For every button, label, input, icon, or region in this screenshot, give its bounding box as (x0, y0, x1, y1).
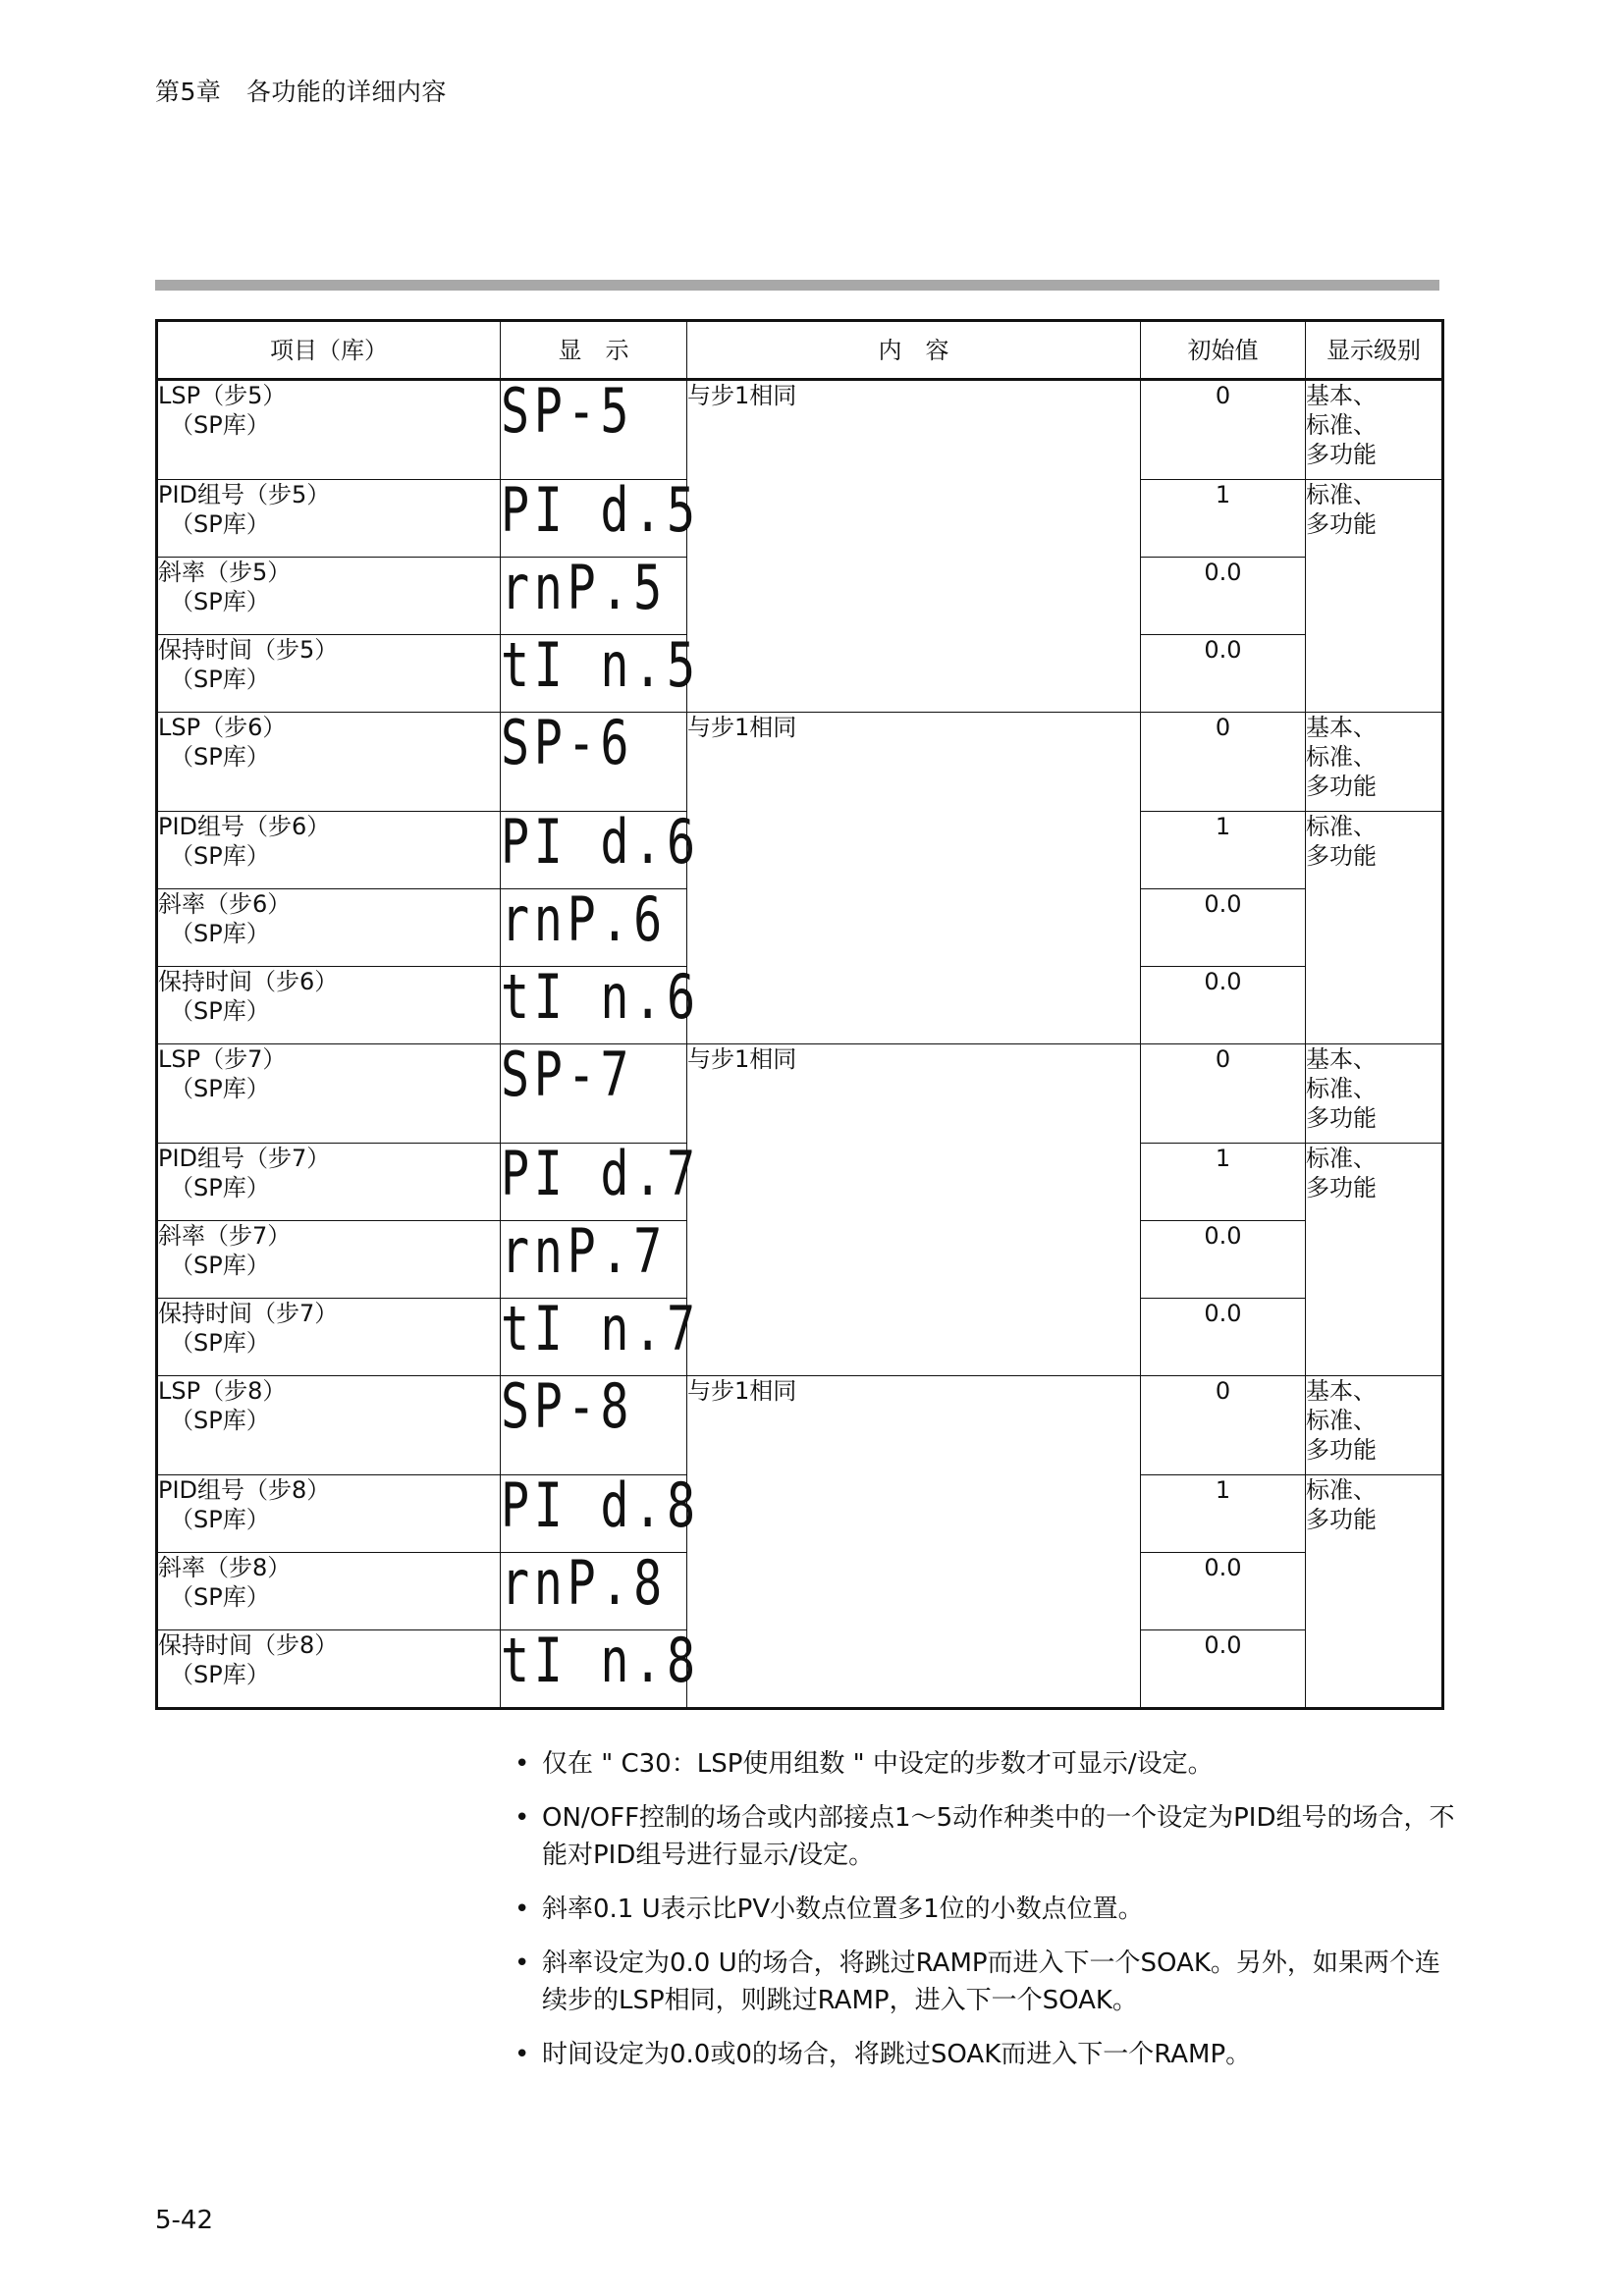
item-bank: （SP库） (170, 1661, 270, 1688)
item-bank: （SP库） (170, 411, 270, 439)
display-level-label: 标准、 (1306, 813, 1377, 840)
initial-value: 0.0 (1141, 1630, 1306, 1709)
item-bank: （SP库） (170, 1174, 270, 1201)
table-row (157, 1044, 1443, 1144)
display-level-cell (1306, 713, 1443, 812)
display-cell (501, 375, 687, 480)
display-cell (501, 961, 700, 1044)
display-level-cell (1306, 1144, 1443, 1376)
display-cell (501, 883, 687, 967)
table-row (157, 380, 1443, 480)
display-cell (501, 474, 700, 558)
item-name: 斜率（步6） (158, 890, 292, 918)
segment-display-code: tI n.8 (501, 1625, 700, 1696)
item-cell (157, 1376, 501, 1475)
initial-value: 0.0 (1141, 1299, 1306, 1376)
item-bank: （SP库） (170, 666, 270, 693)
initial-value: 1 (1141, 1144, 1306, 1221)
initial-value: 1 (1141, 1475, 1306, 1553)
segment-display-code: SP-8 (501, 1370, 634, 1442)
display-level-cell (1306, 380, 1443, 480)
display-cell (501, 1293, 700, 1376)
display-cell (501, 806, 700, 889)
segment-display-code: tI n.7 (501, 1293, 700, 1364)
note-item: • 仅在 " C30：LSP使用组数 " 中设定的步数才可显示/设定。 (514, 1745, 1457, 1783)
display-level-label: 标准、 (1306, 481, 1377, 508)
item-name: LSP（步8） (158, 1377, 287, 1405)
segment-display-code: tI n.6 (501, 961, 700, 1033)
item-cell (157, 1553, 501, 1630)
section-divider (155, 280, 1439, 291)
segment-display-code: SP-6 (501, 707, 634, 778)
item-name: 斜率（步7） (158, 1222, 292, 1250)
table-body (157, 375, 1443, 1709)
item-bank: （SP库） (170, 842, 270, 870)
initial-value: 0.0 (1141, 967, 1306, 1044)
initial-value: 1 (1141, 480, 1306, 558)
initial-value: 0 (1141, 1044, 1306, 1144)
segment-display-code: tI n.5 (501, 629, 700, 701)
header-initial: 初始值 (1141, 321, 1306, 380)
display-level-label: 多功能 (1306, 1174, 1377, 1201)
item-cell (157, 967, 501, 1044)
content-cell: 与步1相同 (687, 713, 1141, 1044)
segment-display-code: SP-5 (501, 375, 634, 447)
item-bank: （SP库） (170, 997, 270, 1025)
item-cell (157, 1475, 501, 1553)
display-level-label: 基本、 (1306, 1377, 1377, 1405)
display-cell (501, 1215, 687, 1299)
segment-display-code: rnP.8 (501, 1547, 667, 1619)
item-cell (157, 1299, 501, 1376)
table-row (157, 713, 1443, 812)
item-name: LSP（步6） (158, 714, 287, 741)
item-bank: （SP库） (170, 510, 270, 538)
item-cell (157, 1144, 501, 1221)
display-level-label: 标准、 (1306, 1476, 1377, 1504)
display-level-label: 标准、 (1306, 1407, 1377, 1434)
display-level-label: 标准、 (1306, 1075, 1377, 1102)
item-bank: （SP库） (170, 588, 270, 615)
item-bank: （SP库） (170, 1252, 270, 1279)
initial-value: 0 (1141, 380, 1306, 480)
item-bank: （SP库） (170, 1583, 270, 1611)
item-name: 斜率（步8） (158, 1554, 292, 1581)
item-name: 保持时间（步5） (158, 636, 339, 664)
item-name: LSP（步5） (158, 382, 287, 409)
item-cell (157, 380, 501, 480)
item-cell (157, 1044, 501, 1144)
display-cell (501, 1625, 700, 1709)
display-cell (501, 1138, 700, 1221)
initial-value: 0.0 (1141, 1553, 1306, 1630)
display-level-label: 基本、 (1306, 382, 1377, 409)
item-cell (157, 635, 501, 713)
display-cell (501, 1370, 687, 1475)
item-bank: （SP库） (170, 1329, 270, 1357)
item-name: 保持时间（步8） (158, 1631, 339, 1659)
header-content: 内 容 (687, 321, 1141, 380)
segment-display-code: rnP.5 (501, 552, 667, 623)
segment-display-code: rnP.7 (501, 1215, 667, 1287)
item-bank: （SP库） (170, 1506, 270, 1533)
item-cell (157, 889, 501, 967)
note-item: • ON/OFF控制的场合或内部接点1～5动作种类中的一个设定为PID组号的场合，不能对PID组号进行显示/设定。 (514, 1799, 1457, 1874)
initial-value: 0.0 (1141, 1221, 1306, 1299)
display-level-label: 多功能 (1306, 842, 1377, 870)
content-cell: 与步1相同 (687, 1044, 1141, 1376)
display-level-label: 多功能 (1306, 1506, 1377, 1533)
display-level-label: 标准、 (1306, 743, 1377, 771)
display-level-label: 多功能 (1306, 773, 1377, 800)
chapter-heading: 第5章 各功能的详细内容 (155, 78, 447, 106)
initial-value: 0.0 (1141, 635, 1306, 713)
segment-display-code: PI d.5 (501, 474, 700, 546)
item-bank: （SP库） (170, 920, 270, 947)
display-cell (501, 1547, 687, 1630)
display-cell (501, 629, 700, 713)
header-level: 显示级别 (1306, 321, 1443, 380)
item-name: PID组号（步7） (158, 1145, 331, 1172)
note-item: • 斜率0.1 U表示比PV小数点位置多1位的小数点位置。 (514, 1891, 1457, 1928)
initial-value: 0.0 (1141, 558, 1306, 635)
segment-display-code: PI d.7 (501, 1138, 700, 1209)
initial-value: 0 (1141, 713, 1306, 812)
header-item: 项目（库） (157, 321, 501, 380)
item-cell (157, 713, 501, 812)
initial-value: 0 (1141, 1376, 1306, 1475)
header-display: 显 示 (501, 321, 687, 380)
display-cell (501, 1469, 700, 1553)
display-cell (501, 707, 687, 812)
note-item: • 时间设定为0.0或0的场合，将跳过SOAK而进入下一个RAMP。 (514, 2036, 1457, 2073)
item-bank: （SP库） (170, 1075, 270, 1102)
page-number: 5-42 (155, 2206, 214, 2235)
note-item: • 斜率设定为0.0 U的场合，将跳过RAMP而进入下一个SOAK。另外，如果两个连续步的LSP相同，则跳过RAMP，进入下一个SOAK。 (514, 1945, 1457, 2019)
display-level-cell (1306, 1475, 1443, 1709)
display-level-cell (1306, 812, 1443, 1044)
item-name: 斜率（步5） (158, 559, 292, 586)
item-cell (157, 480, 501, 558)
content-cell: 与步1相同 (687, 380, 1141, 713)
display-level-cell (1306, 1044, 1443, 1144)
display-cell (501, 552, 687, 635)
display-level-label: 多功能 (1306, 1436, 1377, 1464)
item-name: 保持时间（步7） (158, 1300, 339, 1327)
segment-display-code: rnP.6 (501, 883, 667, 955)
segment-display-code: SP-7 (501, 1039, 634, 1110)
display-level-label: 标准、 (1306, 1145, 1377, 1172)
display-level-label: 基本、 (1306, 1045, 1377, 1073)
display-level-label: 多功能 (1306, 441, 1377, 468)
initial-value: 1 (1141, 812, 1306, 889)
display-level-label: 多功能 (1306, 510, 1377, 538)
display-cell (501, 1039, 687, 1144)
notes-list (514, 1745, 1457, 2090)
item-name: LSP（步7） (158, 1045, 287, 1073)
initial-value: 0.0 (1141, 889, 1306, 967)
content-cell: 与步1相同 (687, 1376, 1141, 1709)
item-cell (157, 812, 501, 889)
item-name: PID组号（步6） (158, 813, 331, 840)
table-header-row (157, 321, 1443, 380)
display-level-label: 多功能 (1306, 1104, 1377, 1132)
item-name: PID组号（步8） (158, 1476, 331, 1504)
display-level-label: 标准、 (1306, 411, 1377, 439)
item-bank: （SP库） (170, 1407, 270, 1434)
table-row (157, 1376, 1443, 1475)
item-cell (157, 1221, 501, 1299)
display-level-cell (1306, 1376, 1443, 1475)
segment-display-code: PI d.8 (501, 1469, 700, 1541)
item-bank: （SP库） (170, 743, 270, 771)
item-name: PID组号（步5） (158, 481, 331, 508)
parameter-table (155, 319, 1444, 1710)
item-name: 保持时间（步6） (158, 968, 339, 995)
item-cell (157, 558, 501, 635)
item-cell (157, 1630, 501, 1709)
display-level-cell (1306, 480, 1443, 713)
segment-display-code: PI d.6 (501, 806, 700, 878)
display-level-label: 基本、 (1306, 714, 1377, 741)
